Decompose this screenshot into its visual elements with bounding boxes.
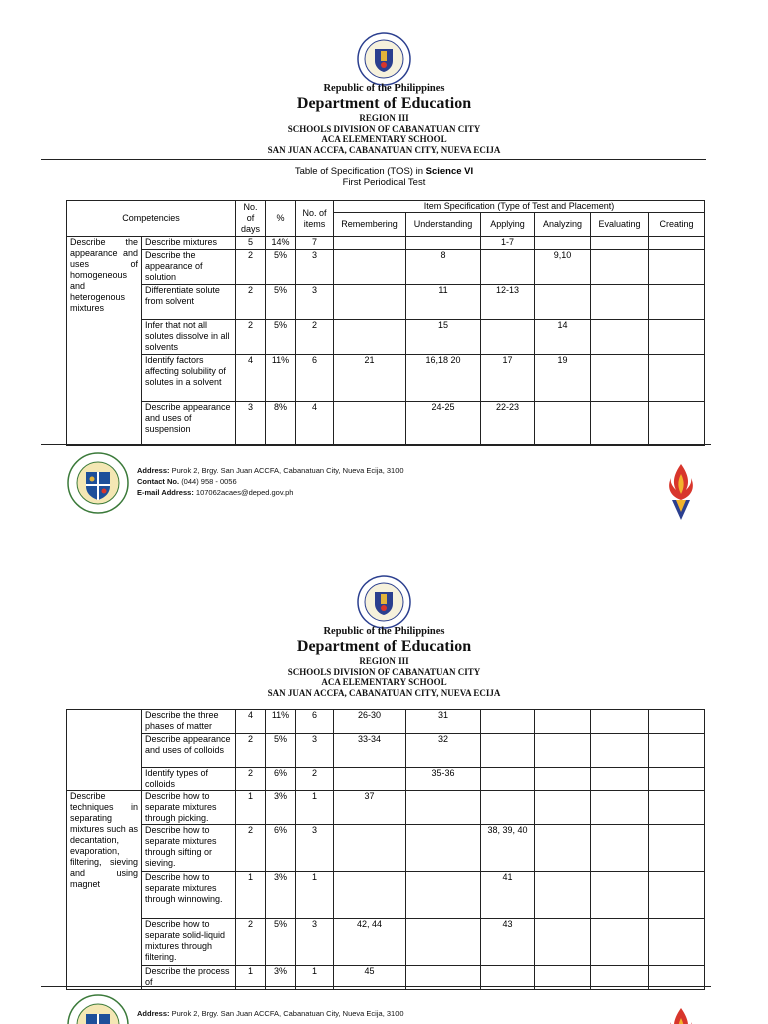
header-analyzing: Analyzing [535,213,591,237]
items-cell: 2 [296,768,334,791]
understanding-cell: 35-36 [406,768,481,791]
understanding-cell: 24-25 [406,402,481,446]
tos-title [0,166,768,188]
items-cell: 7 [296,237,334,250]
applying-cell: 43 [481,919,535,966]
flame-logo-icon [666,1006,696,1024]
analyzing-cell [535,919,591,966]
creating-cell [649,285,705,320]
applying-cell: 12-13 [481,285,535,320]
percent-cell: 6% [266,825,296,872]
creating-cell [649,710,705,734]
division-line: SCHOOLS DIVISION OF CABANATUAN CITY [287,123,481,134]
days-cell: 2 [236,734,266,768]
items-cell: 1 [296,966,334,990]
header-item-spec: Item Specification (Type of Test and Placement) [334,201,705,213]
days-cell: 2 [236,320,266,355]
school-line: ACA ELEMENTARY SCHOOL [321,677,447,687]
items-cell: 3 [296,734,334,768]
percent-cell: 5% [266,250,296,285]
evaluating-cell [591,710,649,734]
remembering-cell [334,320,406,355]
applying-cell [481,710,535,734]
understanding-cell: 11 [406,285,481,320]
competency-cell: Differentiate solute from solvent [142,285,236,320]
evaluating-cell [591,825,649,872]
applying-cell [481,734,535,768]
flame-logo-icon [666,462,696,522]
items-cell: 3 [296,919,334,966]
remembering-cell: 45 [334,966,406,990]
remembering-cell [334,250,406,285]
table-row [67,919,705,966]
creating-cell [649,825,705,872]
applying-cell: 1-7 [481,237,535,250]
percent-cell: 8% [266,402,296,446]
school-logo-icon [67,994,129,1024]
items-cell: 6 [296,355,334,402]
applying-cell [481,320,535,355]
competency-group-cell: Describe the appearance and uses of homogeneous and heterogenous mixtures [67,237,142,446]
creating-cell [649,355,705,402]
items-cell: 3 [296,250,334,285]
table-row [67,355,705,402]
days-cell: 4 [236,710,266,734]
percent-cell: 6% [266,768,296,791]
percent-cell: 3% [266,966,296,990]
analyzing-cell: 19 [535,355,591,402]
understanding-cell: 8 [406,250,481,285]
tos-title-subject: Science VI [425,166,474,177]
competency-cell: Describe the appearance of solution [142,250,236,285]
competency-cell: Identify factors affecting solubility of solutes in a solvent [142,355,236,402]
analyzing-cell [535,791,591,825]
header-competencies: Competencies [67,201,236,237]
items-cell: 2 [296,320,334,355]
table-row [67,285,705,320]
items-cell: 1 [296,872,334,919]
analyzing-cell [535,710,591,734]
email-value: 107062acaes@deped.gov.ph [195,488,294,497]
tos-body-page1 [67,237,705,446]
evaluating-cell [591,320,649,355]
creating-cell [649,768,705,791]
competency-cell: Describe the three phases of matter [142,710,236,734]
applying-cell: 38, 39, 40 [481,825,535,872]
school-line: ACA ELEMENTARY SCHOOL [321,134,447,144]
school-logo-icon [67,452,129,514]
header-percent: % [266,201,296,237]
division-line: SCHOOLS DIVISION OF CABANATUAN CITY [287,666,481,677]
table-row [67,872,705,919]
creating-cell [649,320,705,355]
tos-table-page2 [66,709,705,990]
competency-cell: Describe how to separate solid-liquid mixtures through filtering. [142,919,236,966]
evaluating-cell [591,402,649,446]
analyzing-cell [535,402,591,446]
table-row [67,825,705,872]
location-line: SAN JUAN ACCFA, CABANATUAN CITY, NUEVA ECIJA [267,687,501,698]
percent-cell: 5% [266,734,296,768]
understanding-cell [406,825,481,872]
days-cell: 4 [236,355,266,402]
competency-cell: Describe the process of [142,966,236,990]
letterhead [0,83,768,155]
tos-table-page1 [66,200,705,446]
address-label: Address: [137,1009,170,1018]
competency-cell: Describe appearance and uses of colloids [142,734,236,768]
days-cell: 5 [236,237,266,250]
tos-subtitle: First Periodical Test [342,177,426,188]
address-value: Purok 2, Brgy. San Juan ACCFA, Cabanatuan City, Nueva Ecija, 3100 [171,1009,404,1018]
analyzing-cell: 14 [535,320,591,355]
creating-cell [649,237,705,250]
days-cell: 2 [236,919,266,966]
competency-group-cell [67,710,142,791]
understanding-cell: 31 [406,710,481,734]
creating-cell [649,734,705,768]
header-creating: Creating [649,213,705,237]
percent-cell: 3% [266,872,296,919]
table-row [67,237,705,250]
evaluating-cell [591,285,649,320]
table-row [67,791,705,825]
table-header-row [67,201,705,213]
evaluating-cell [591,250,649,285]
analyzing-cell [535,825,591,872]
analyzing-cell: 9,10 [535,250,591,285]
address-value: Purok 2, Brgy. San Juan ACCFA, Cabanatuan City, Nueva Ecija, 3100 [171,466,404,475]
address-label: Address: [137,466,170,475]
department-title: Department of Education [296,95,472,112]
footer-rule [41,986,711,987]
remembering-cell [334,402,406,446]
days-cell: 2 [236,825,266,872]
header-items: No. of items [296,201,334,237]
creating-cell [649,791,705,825]
table-row [67,402,705,446]
remembering-cell [334,285,406,320]
table-row [67,768,705,791]
understanding-cell [406,919,481,966]
percent-cell: 5% [266,320,296,355]
evaluating-cell [591,872,649,919]
header-days: No. of days [236,201,266,237]
applying-cell [481,791,535,825]
understanding-cell [406,872,481,919]
percent-cell: 11% [266,710,296,734]
applying-cell [481,768,535,791]
analyzing-cell [535,285,591,320]
analyzing-cell [535,237,591,250]
items-cell: 3 [296,825,334,872]
creating-cell [649,919,705,966]
percent-cell: 11% [266,355,296,402]
remembering-cell: 26-30 [334,710,406,734]
competency-cell: Infer that not all solutes dissolve in all solvents [142,320,236,355]
republic-line: Republic of the Philippines [323,626,445,637]
remembering-cell [334,872,406,919]
days-cell: 2 [236,768,266,791]
region-line: REGION III [359,656,409,666]
evaluating-cell [591,791,649,825]
applying-cell: 17 [481,355,535,402]
creating-cell [649,872,705,919]
location-line: SAN JUAN ACCFA, CABANATUAN CITY, NUEVA ECIJA [267,144,501,155]
understanding-cell: 16,18 20 [406,355,481,402]
understanding-cell [406,237,481,250]
deped-seal-icon [357,575,411,629]
analyzing-cell [535,768,591,791]
applying-cell: 22-23 [481,402,535,446]
days-cell: 1 [236,966,266,990]
header-understanding: Understanding [406,213,481,237]
items-cell: 1 [296,791,334,825]
evaluating-cell [591,768,649,791]
items-cell: 4 [296,402,334,446]
evaluating-cell [591,734,649,768]
header-applying: Applying [481,213,535,237]
understanding-cell: 32 [406,734,481,768]
footer-address-block [137,1008,404,1019]
understanding-cell: 15 [406,320,481,355]
remembering-cell [334,768,406,791]
header-rule [41,159,706,160]
document-page-2 [0,545,768,1024]
remembering-cell [334,825,406,872]
table-row [67,734,705,768]
applying-cell [481,250,535,285]
remembering-cell: 42, 44 [334,919,406,966]
applying-cell: 41 [481,872,535,919]
region-line: REGION III [359,113,409,123]
remembering-cell: 33-34 [334,734,406,768]
items-cell: 6 [296,710,334,734]
table-row [67,250,705,285]
department-title: Department of Education [296,638,472,655]
days-cell: 1 [236,872,266,919]
tos-body-page2 [67,710,705,990]
understanding-cell [406,791,481,825]
footer-rule [41,444,711,445]
remembering-cell: 21 [334,355,406,402]
analyzing-cell [535,872,591,919]
deped-seal-icon [357,32,411,86]
header-remembering: Remembering [334,213,406,237]
republic-line: Republic of the Philippines [323,83,445,94]
remembering-cell [334,237,406,250]
percent-cell: 5% [266,285,296,320]
contact-label: Contact No. [137,477,180,486]
percent-cell: 3% [266,791,296,825]
competency-cell: Describe how to separate mixtures through winnowing. [142,872,236,919]
letterhead [0,626,768,698]
competency-cell: Describe how to separate mixtures through picking. [142,791,236,825]
email-label: E-mail Address: [137,488,194,497]
header-evaluating: Evaluating [591,213,649,237]
days-cell: 1 [236,791,266,825]
competency-cell: Identify types of colloids [142,768,236,791]
table-row [67,320,705,355]
competency-cell: Describe how to separate mixtures through sifting or sieving. [142,825,236,872]
creating-cell [649,402,705,446]
contact-value: (044) 958 - 0056 [181,477,237,486]
competency-cell: Describe mixtures [142,237,236,250]
percent-cell: 5% [266,919,296,966]
competency-cell: Describe appearance and uses of suspension [142,402,236,446]
analyzing-cell [535,734,591,768]
evaluating-cell [591,355,649,402]
competency-group-cell: Describe techniques in separating mixtures such as decantation, evaporation, filtering, sieving and using magnet [67,791,142,990]
table-row [67,710,705,734]
days-cell: 2 [236,285,266,320]
evaluating-cell [591,919,649,966]
evaluating-cell [591,237,649,250]
percent-cell: 14% [266,237,296,250]
days-cell: 3 [236,402,266,446]
tos-title-prefix: Table of Specification (TOS) in [294,166,426,177]
days-cell: 2 [236,250,266,285]
items-cell: 3 [296,285,334,320]
footer-address-block [137,465,404,498]
remembering-cell: 37 [334,791,406,825]
creating-cell [649,250,705,285]
